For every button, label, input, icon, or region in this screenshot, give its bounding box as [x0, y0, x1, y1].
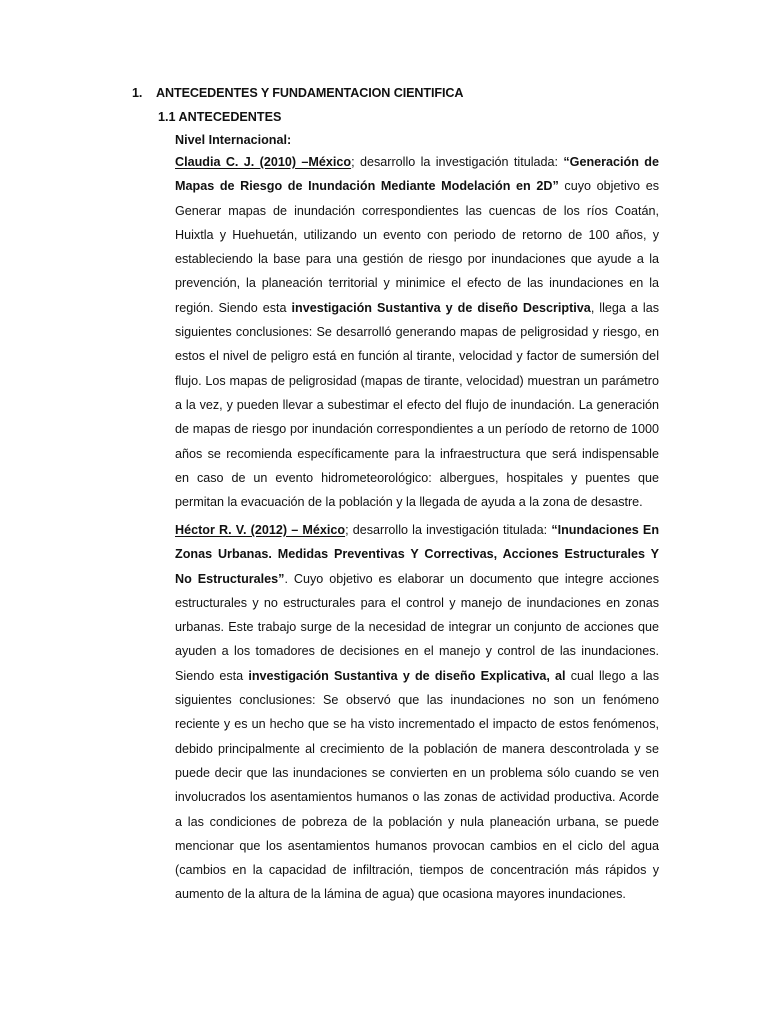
section-title: ANTECEDENTES Y FUNDAMENTACION CIENTIFICA: [156, 86, 464, 100]
entry2-author: Héctor R. V. (2012) – México: [175, 523, 346, 537]
entry2-type-label: investigación Sustantiva y de diseño Explicativa, al: [248, 668, 566, 683]
entry1-type-label: investigación Sustantiva y de diseño Descriptiva: [291, 300, 591, 315]
entry2-body-a: . Cuyo objetivo es elaborar un documento que integre acciones estructurales y no estructurales para el control y manejo de inundaciones en zonas urbanas. Este trabajo surge de la necesidad de integrar un conjunto de acciones que ayuden a los tomadores de decisiones en el manejo y control de las inundaciones. Siendo esta: [175, 571, 659, 683]
section-number: 1.: [132, 86, 143, 100]
entry1-body-b: , llega a las siguientes conclusiones: Se desarrolló generando mapas de peligrosidad y riesgo, en estos el nivel de peligro está en función al tirante, velocidad y factor de sumersión del flujo. Los mapas de peligrosidad (mapas de tirante, velocidad) muestran un parámetro a la vez, y pueden llevar a subestimar el efecto del flujo de inundación. La generación de mapas de riesgo por inundación correspondientes a un período de retorno de 1000 años se recomienda específicamente para la infraestructura que será indispensable en caso de un evento hidrometeorológico: albergues, hospitales y puentes que permitan la evacuación de la población y la llegada de ayuda a la zona de desastre.: [175, 300, 659, 510]
entry2-body-b: cual llego a las siguientes conclusiones: Se observó que las inundaciones no son un fenómeno reciente y es un hecho que se ha visto incrementado el impacto de estos fenómenos, debido principalmente al crecimiento de la población de manera descontrolada y se puede decir que las inundaciones se convierten en un problema sólo cuando se ven involucrados los asentamientos humanos o las zonas de actividad productiva. Acorde a las condiciones de pobreza de la población y nula planeación urbana, se puede mencionar que los asentamientos humanos provocan cambios en el ciclo del agua (cambios en la capacidad de infiltración, tiempos de concentración más rápidos y aumento de la altura de la lámina de agua) que ocasiona mayores inundaciones.: [175, 668, 659, 902]
antecedent-paragraph-1: [175, 150, 659, 514]
entry1-intro: ; desarrollo la investigación titulada:: [351, 155, 564, 169]
section-heading: [132, 86, 463, 100]
level-heading: Nivel Internacional:: [175, 133, 292, 147]
antecedent-paragraph-2: [175, 518, 659, 907]
subsection-heading: 1.1 ANTECEDENTES: [158, 110, 282, 124]
entry1-author: Claudia C. J. (2010) –México: [175, 155, 352, 169]
entry1-work-title: “Generación de Mapas de Riesgo de Inundación Mediante Modelación en 2D”: [175, 155, 659, 194]
entry1-body-a: cuyo objetivo es Generar mapas de inundación correspondientes las cuencas de los ríos Coatán, Huixtla y Huehuetán, utilizando un evento con periodo de retorno de 100 años, y estableciendo la base para una gestión de riesgo por inundaciones que ayude a la prevención, la planeación territorial y minimice el efecto de las inundaciones en la región. Siendo esta: [175, 179, 659, 315]
entry2-intro: ; desarrollo la investigación titulada:: [345, 523, 552, 537]
entry2-work-title: “Inundaciones En Zonas Urbanas. Medidas Preventivas Y Correctivas, Acciones Estructurales Y No Estructurales”: [175, 523, 660, 586]
